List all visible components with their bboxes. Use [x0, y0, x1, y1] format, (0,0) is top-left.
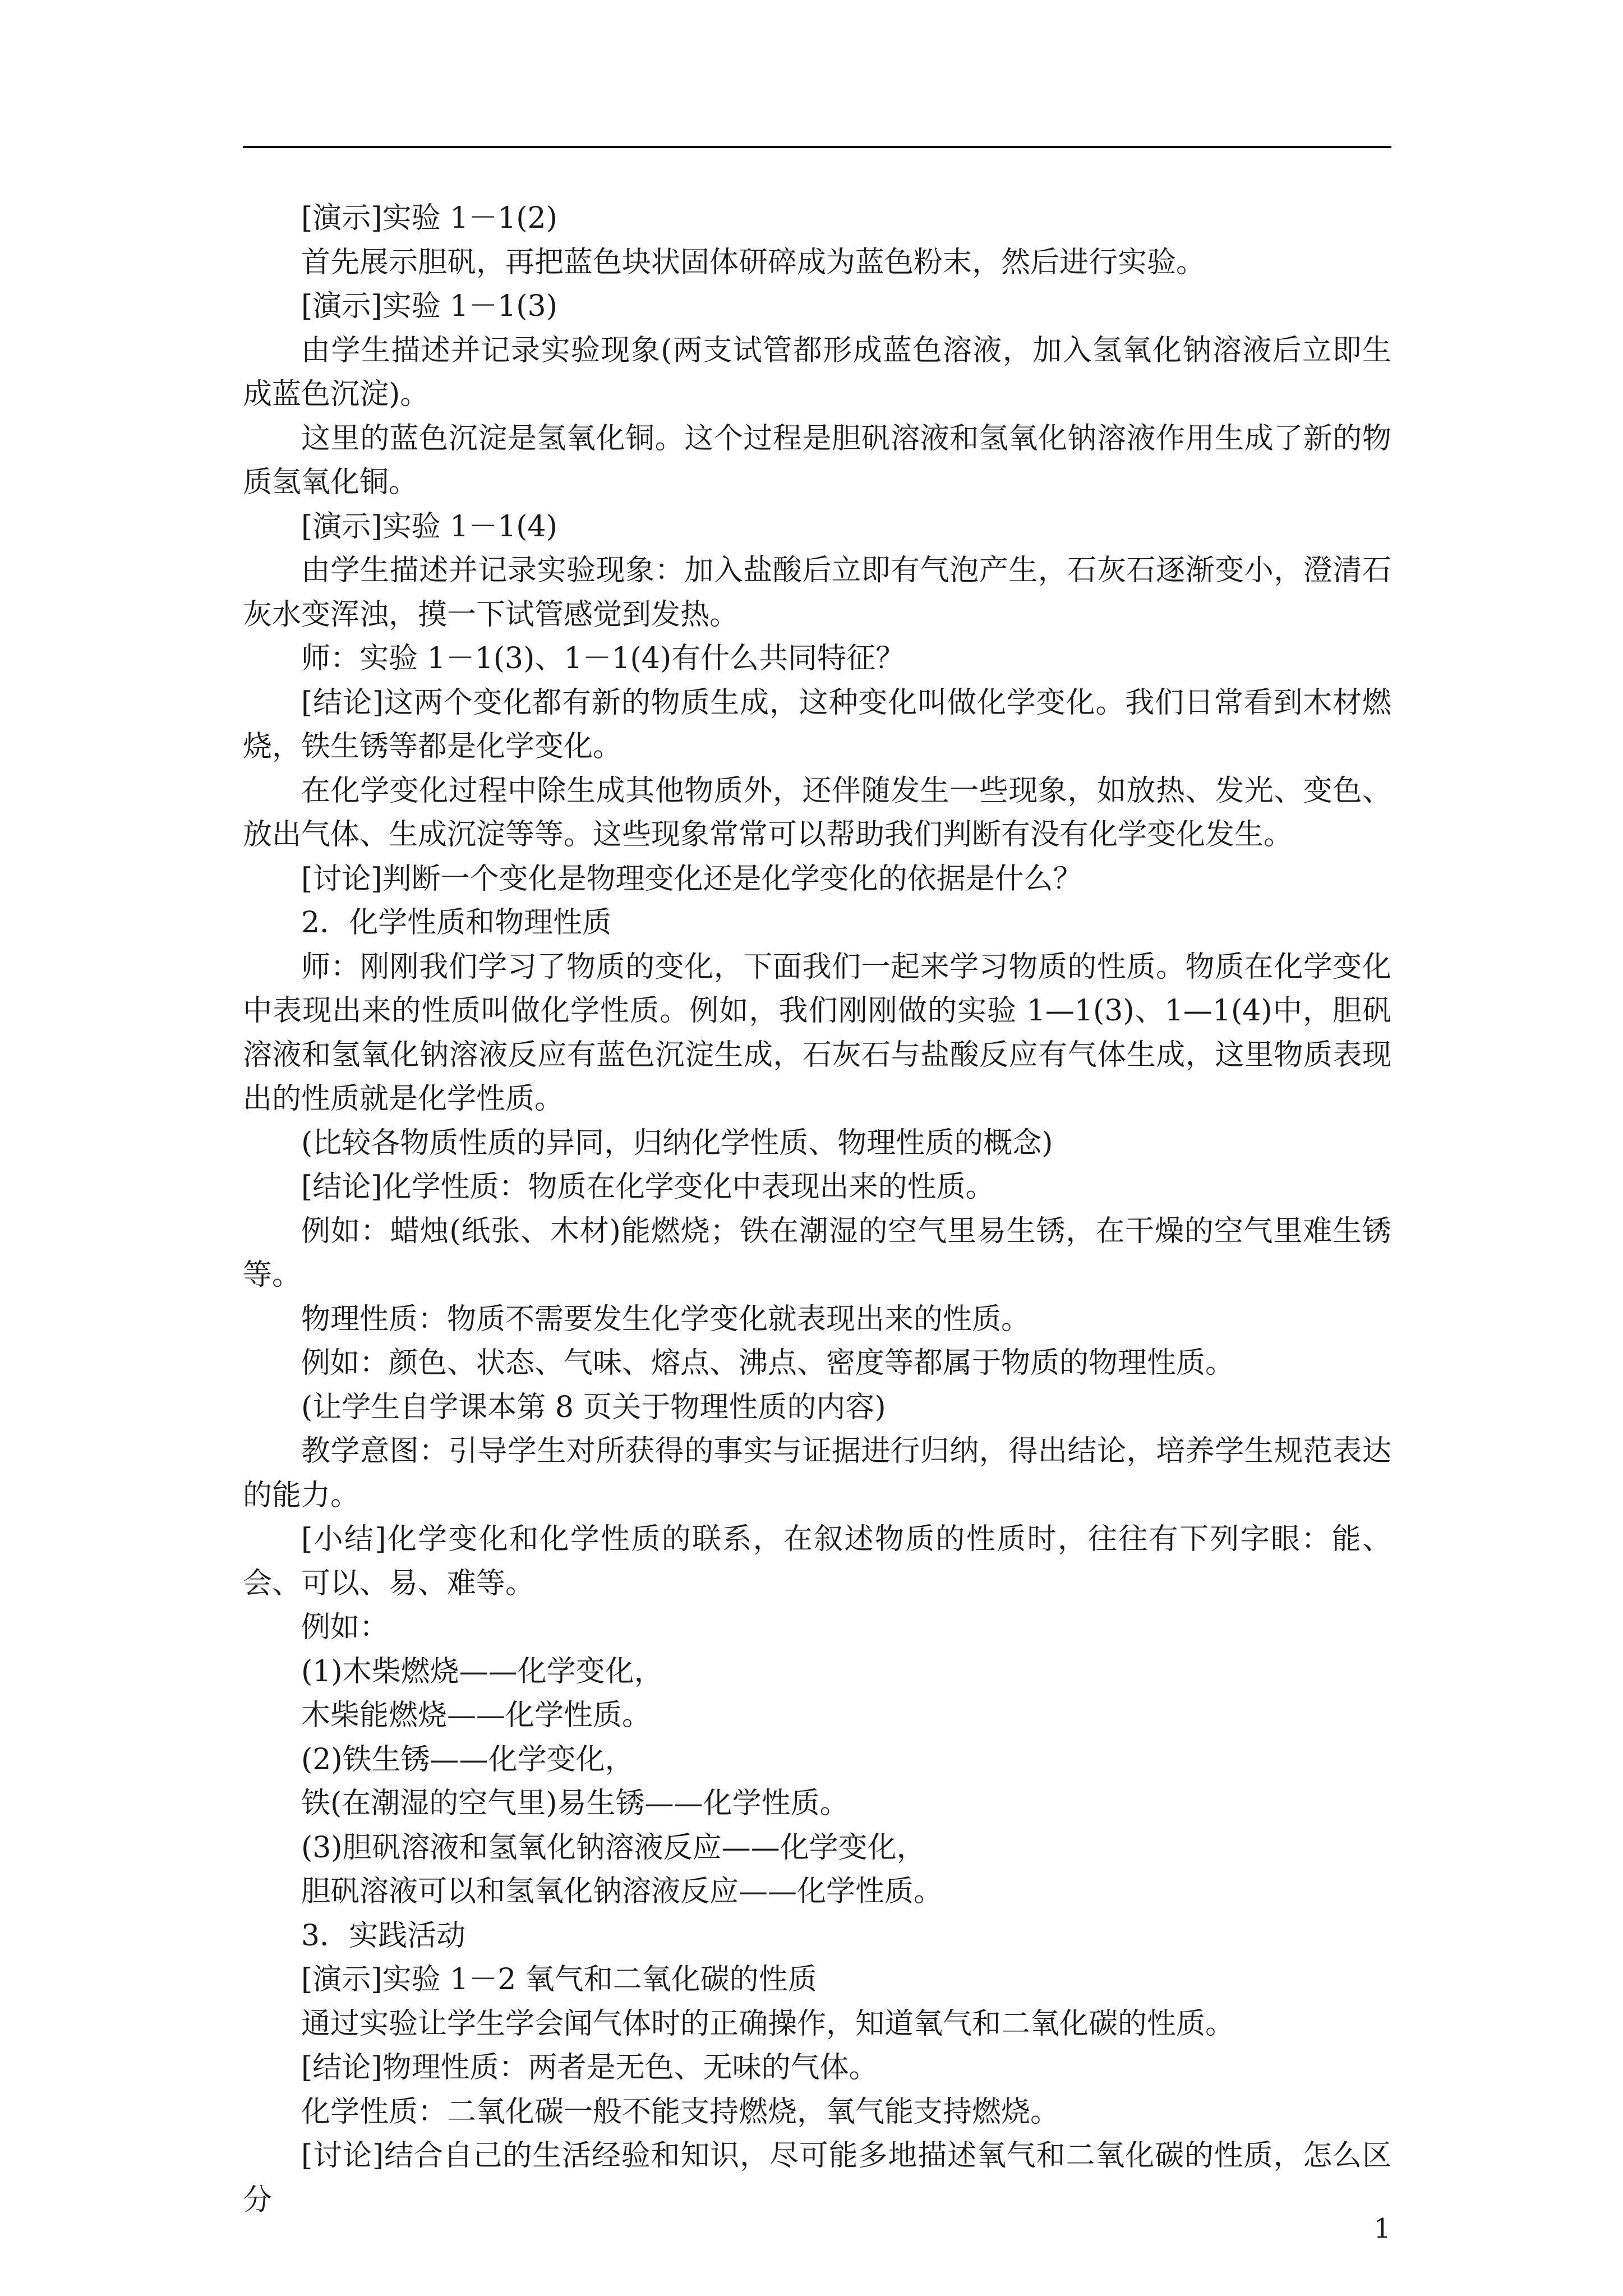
paragraph: (3)胆矾溶液和氢氧化钠溶液反应——化学变化， [301, 1830, 926, 1865]
paragraph: [演示]实验 1－1(3) [301, 289, 557, 323]
page-number: 1 [1373, 2213, 1391, 2244]
paragraph: 化学性质：二氧化碳一般不能支持燃烧，氧气能支持燃烧。 [301, 2095, 1060, 2129]
header-rule [243, 146, 1391, 148]
paragraph: 物理性质：物质不需要发生化学变化就表现出来的性质。 [301, 1302, 1031, 1336]
paragraph: 教学意图：引导学生对所获得的事实与证据进行归纳，得出结论，培养学生规范表达的能力。 [243, 1434, 1391, 1512]
paragraph: 例如：颜色、状态、气味、熔点、沸点、密度等都属于物质的物理性质。 [301, 1346, 1235, 1380]
paragraph: [讨论]判断一个变化是物理变化还是化学变化的依据是什么？ [301, 862, 1082, 896]
paragraph: [结论]化学性质：物质在化学变化中表现出来的性质。 [301, 1170, 995, 1204]
paragraph: [结论]物理性质：两者是无色、无味的气体。 [301, 2051, 878, 2085]
paragraph: [结论]这两个变化都有新的物质生成，这种变化叫做化学变化。我们日常看到木材燃烧，铁生锈等都是化学变化。 [243, 685, 1391, 763]
paragraph: [小结]化学变化和化学性质的联系，在叙述物质的性质时，往往有下列字眼：能、会、可以、易、难等。 [243, 1522, 1391, 1600]
paragraph: (1)木柴燃烧——化学变化， [301, 1654, 663, 1688]
paragraph: 师：刚刚我们学习了物质的变化，下面我们一起来学习物质的性质。物质在化学变化中表现出来的性质叫做化学性质。例如，我们刚刚做的实验 1—1(3)、1—1(4)中，胆矾溶液和氢氧化钠溶液反应有蓝色沉淀生成，石灰石与盐酸反应有气体生成，这里物质表现出的性质就是化学性质。 [243, 950, 1391, 1116]
paragraph: [讨论]结合自己的生活经验和知识，尽可能多地描述氧气和二氧化碳的性质，怎么区分 [243, 2139, 1391, 2217]
paragraph: (2)铁生锈——化学变化， [301, 1742, 634, 1777]
paragraph: [演示]实验 1－1(4) [301, 509, 557, 544]
paragraph: [演示]实验 1－2 氧气和二氧化碳的性质 [301, 1963, 817, 1996]
paragraph: 木柴能燃烧——化学性质。 [301, 1699, 652, 1732]
paragraph: 胆矾溶液可以和氢氧化钠溶液反应——化学性质。 [301, 1875, 943, 1908]
body-text [243, 196, 1391, 2222]
paragraph: 由学生描述并记录实验现象(两支试管都形成蓝色溶液，加入氢氧化钠溶液后立即生成蓝色沉淀)。 [243, 333, 1391, 411]
paragraph: 首先展示胆矾，再把蓝色块状固体研碎成为蓝色粉末，然后进行实验。 [301, 245, 1206, 279]
paragraph: (比较各物质性质的异同，归纳化学性质、物理性质的概念) [301, 1126, 1053, 1160]
paragraph: 由学生描述并记录实验现象：加入盐酸后立即有气泡产生，石灰石逐渐变小，澄清石灰水变浑浊，摸一下试管感觉到发热。 [243, 554, 1391, 632]
paragraph: 例如：蜡烛(纸张、木材)能燃烧；铁在潮湿的空气里易生锈，在干燥的空气里难生锈等。 [243, 1214, 1391, 1292]
section-heading: 3．实践活动 [301, 1918, 466, 1953]
paragraph: 铁(在潮湿的空气里)易生锈——化学性质。 [301, 1787, 849, 1820]
section-heading: 2．化学性质和物理性质 [301, 906, 612, 940]
paragraph: 师：实验 1－1(3)、1－1(4)有什么共同特征？ [301, 642, 905, 675]
paragraph: 通过实验让学生学会闻气体时的正确操作，知道氧气和二氧化碳的性质。 [301, 2007, 1235, 2041]
paragraph: 这里的蓝色沉淀是氢氧化铜。这个过程是胆矾溶液和氢氧化钠溶液作用生成了新的物质氢氧化铜。 [243, 421, 1391, 499]
paragraph: 在化学变化过程中除生成其他物质外，还伴随发生一些现象，如放热、发光、变色、放出气体、生成沉淀等等。这些现象常常可以帮助我们判断有没有化学变化发生。 [243, 774, 1391, 852]
paragraph: 例如： [301, 1611, 389, 1644]
paragraph: [演示]实验 1－1(2) [301, 201, 557, 235]
paragraph: (让学生自学课本第 8 页关于物理性质的内容) [301, 1390, 886, 1424]
